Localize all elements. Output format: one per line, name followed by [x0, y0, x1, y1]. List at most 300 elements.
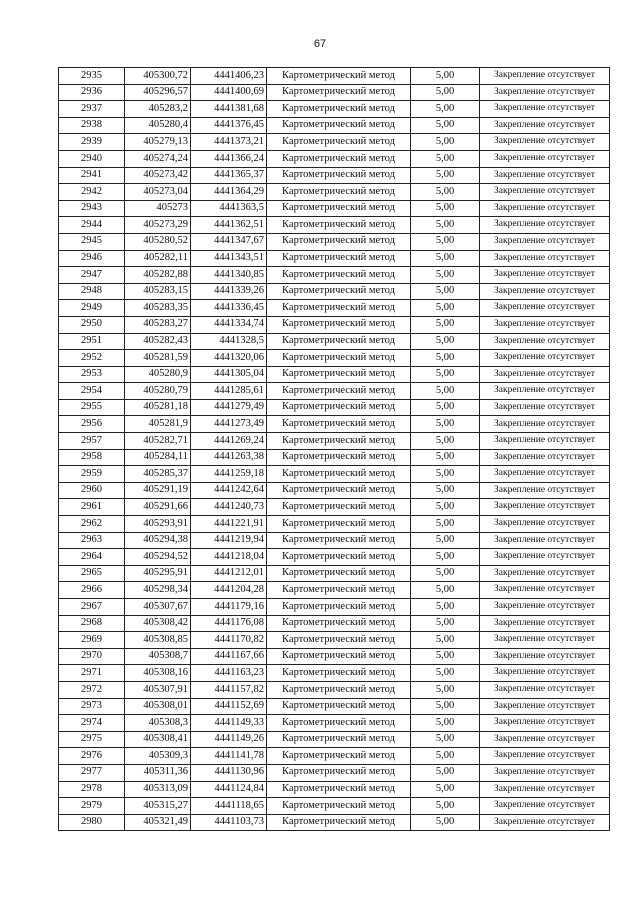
table-row — [59, 798, 610, 815]
y-coordinate-cell: 4441149,33 — [191, 715, 267, 732]
page-number: 67 — [313, 38, 327, 50]
table-row — [59, 648, 610, 665]
y-coordinate-cell: 4441373,21 — [191, 134, 267, 151]
point-number-cell: 2965 — [59, 565, 125, 582]
fixing-cell: Закрепление отсутствует — [480, 516, 610, 533]
fixing-cell: Закрепление отсутствует — [480, 665, 610, 682]
x-coordinate-cell: 405313,09 — [125, 781, 191, 798]
fixing-cell: Закрепление отсутствует — [480, 582, 610, 599]
x-coordinate-cell: 405311,36 — [125, 764, 191, 781]
method-cell: Картометрический метод — [267, 68, 411, 85]
accuracy-cell: 5,00 — [411, 731, 480, 748]
point-number-cell: 2935 — [59, 68, 125, 85]
y-coordinate-cell: 4441376,45 — [191, 117, 267, 134]
fixing-cell: Закрепление отсутствует — [480, 632, 610, 649]
accuracy-cell: 5,00 — [411, 615, 480, 632]
table-row — [59, 399, 610, 416]
y-coordinate-cell: 4441285,61 — [191, 383, 267, 400]
point-number-cell: 2960 — [59, 482, 125, 499]
accuracy-cell: 5,00 — [411, 300, 480, 317]
method-cell: Картометрический метод — [267, 565, 411, 582]
accuracy-cell: 5,00 — [411, 715, 480, 732]
y-coordinate-cell: 4441170,82 — [191, 632, 267, 649]
fixing-cell: Закрепление отсутствует — [480, 781, 610, 798]
method-cell: Картометрический метод — [267, 283, 411, 300]
point-number-cell: 2979 — [59, 798, 125, 815]
table-row — [59, 482, 610, 499]
accuracy-cell: 5,00 — [411, 466, 480, 483]
accuracy-cell: 5,00 — [411, 814, 480, 831]
method-cell: Картометрический метод — [267, 184, 411, 201]
method-cell: Картометрический метод — [267, 632, 411, 649]
accuracy-cell: 5,00 — [411, 101, 480, 118]
table-row — [59, 466, 610, 483]
table-row — [59, 233, 610, 250]
y-coordinate-cell: 4441242,64 — [191, 482, 267, 499]
y-coordinate-cell: 4441141,78 — [191, 748, 267, 765]
x-coordinate-cell: 405280,52 — [125, 233, 191, 250]
x-coordinate-cell: 405291,19 — [125, 482, 191, 499]
table-row — [59, 150, 610, 167]
method-cell: Картометрический метод — [267, 101, 411, 118]
accuracy-cell: 5,00 — [411, 68, 480, 85]
y-coordinate-cell: 4441124,84 — [191, 781, 267, 798]
point-number-cell: 2952 — [59, 350, 125, 367]
fixing-cell: Закрепление отсутствует — [480, 217, 610, 234]
accuracy-cell: 5,00 — [411, 532, 480, 549]
fixing-cell: Закрепление отсутствует — [480, 283, 610, 300]
x-coordinate-cell: 405282,71 — [125, 433, 191, 450]
x-coordinate-cell: 405273,29 — [125, 217, 191, 234]
accuracy-cell: 5,00 — [411, 283, 480, 300]
y-coordinate-cell: 4441366,24 — [191, 150, 267, 167]
point-number-cell: 2936 — [59, 84, 125, 101]
fixing-cell: Закрепление отсутствует — [480, 366, 610, 383]
accuracy-cell: 5,00 — [411, 499, 480, 516]
point-number-cell: 2950 — [59, 316, 125, 333]
method-cell: Картометрический метод — [267, 781, 411, 798]
y-coordinate-cell: 4441263,38 — [191, 449, 267, 466]
y-coordinate-cell: 4441320,06 — [191, 350, 267, 367]
method-cell: Картометрический метод — [267, 582, 411, 599]
method-cell: Картометрический метод — [267, 681, 411, 698]
method-cell: Картометрический метод — [267, 648, 411, 665]
y-coordinate-cell: 4441103,73 — [191, 814, 267, 831]
accuracy-cell: 5,00 — [411, 681, 480, 698]
method-cell: Картометрический метод — [267, 267, 411, 284]
fixing-cell: Закрепление отсутствует — [480, 698, 610, 715]
table-row — [59, 698, 610, 715]
x-coordinate-cell: 405291,66 — [125, 499, 191, 516]
fixing-cell: Закрепление отсутствует — [480, 482, 610, 499]
y-coordinate-cell: 4441149,26 — [191, 731, 267, 748]
y-coordinate-cell: 4441339,26 — [191, 283, 267, 300]
x-coordinate-cell: 405274,24 — [125, 150, 191, 167]
point-number-cell: 2964 — [59, 549, 125, 566]
point-number-cell: 2975 — [59, 731, 125, 748]
x-coordinate-cell: 405281,59 — [125, 350, 191, 367]
fixing-cell: Закрепление отсутствует — [480, 748, 610, 765]
fixing-cell: Закрепление отсутствует — [480, 84, 610, 101]
x-coordinate-cell: 405315,27 — [125, 798, 191, 815]
method-cell: Картометрический метод — [267, 233, 411, 250]
method-cell: Картометрический метод — [267, 366, 411, 383]
accuracy-cell: 5,00 — [411, 698, 480, 715]
fixing-cell: Закрепление отсутствует — [480, 101, 610, 118]
fixing-cell: Закрепление отсутствует — [480, 433, 610, 450]
y-coordinate-cell: 4441365,37 — [191, 167, 267, 184]
accuracy-cell: 5,00 — [411, 516, 480, 533]
y-coordinate-cell: 4441179,16 — [191, 599, 267, 616]
x-coordinate-cell: 405281,9 — [125, 416, 191, 433]
accuracy-cell: 5,00 — [411, 582, 480, 599]
accuracy-cell: 5,00 — [411, 383, 480, 400]
point-number-cell: 2955 — [59, 399, 125, 416]
method-cell: Картометрический метод — [267, 748, 411, 765]
x-coordinate-cell: 405308,41 — [125, 731, 191, 748]
method-cell: Картометрический метод — [267, 416, 411, 433]
y-coordinate-cell: 4441118,65 — [191, 798, 267, 815]
point-number-cell: 2941 — [59, 167, 125, 184]
y-coordinate-cell: 4441343,51 — [191, 250, 267, 267]
method-cell: Картометрический метод — [267, 316, 411, 333]
point-number-cell: 2980 — [59, 814, 125, 831]
point-number-cell: 2969 — [59, 632, 125, 649]
accuracy-cell: 5,00 — [411, 449, 480, 466]
method-cell: Картометрический метод — [267, 665, 411, 682]
accuracy-cell: 5,00 — [411, 416, 480, 433]
accuracy-cell: 5,00 — [411, 798, 480, 815]
point-number-cell: 2948 — [59, 283, 125, 300]
x-coordinate-cell: 405321,49 — [125, 814, 191, 831]
fixing-cell: Закрепление отсутствует — [480, 466, 610, 483]
table-row — [59, 316, 610, 333]
accuracy-cell: 5,00 — [411, 250, 480, 267]
y-coordinate-cell: 4441167,66 — [191, 648, 267, 665]
x-coordinate-cell: 405308,3 — [125, 715, 191, 732]
method-cell: Картометрический метод — [267, 84, 411, 101]
table-row — [59, 267, 610, 284]
x-coordinate-cell: 405308,42 — [125, 615, 191, 632]
fixing-cell: Закрепление отсутствует — [480, 615, 610, 632]
fixing-cell: Закрепление отсутствует — [480, 764, 610, 781]
fixing-cell: Закрепление отсутствует — [480, 200, 610, 217]
fixing-cell: Закрепление отсутствует — [480, 731, 610, 748]
table-row — [59, 350, 610, 367]
fixing-cell: Закрепление отсутствует — [480, 350, 610, 367]
y-coordinate-cell: 4441340,85 — [191, 267, 267, 284]
accuracy-cell: 5,00 — [411, 433, 480, 450]
y-coordinate-cell: 4441334,74 — [191, 316, 267, 333]
y-coordinate-cell: 4441212,01 — [191, 565, 267, 582]
accuracy-cell: 5,00 — [411, 748, 480, 765]
point-number-cell: 2939 — [59, 134, 125, 151]
table-row — [59, 283, 610, 300]
table-row — [59, 532, 610, 549]
accuracy-cell: 5,00 — [411, 267, 480, 284]
method-cell: Картометрический метод — [267, 134, 411, 151]
accuracy-cell: 5,00 — [411, 482, 480, 499]
point-number-cell: 2949 — [59, 300, 125, 317]
fixing-cell: Закрепление отсутствует — [480, 150, 610, 167]
table-row — [59, 101, 610, 118]
fixing-cell: Закрепление отсутствует — [480, 316, 610, 333]
y-coordinate-cell: 4441130,96 — [191, 764, 267, 781]
fixing-cell: Закрепление отсутствует — [480, 565, 610, 582]
fixing-cell: Закрепление отсутствует — [480, 648, 610, 665]
table-row — [59, 250, 610, 267]
point-number-cell: 2946 — [59, 250, 125, 267]
table-row — [59, 416, 610, 433]
x-coordinate-cell: 405284,11 — [125, 449, 191, 466]
x-coordinate-cell: 405293,91 — [125, 516, 191, 533]
method-cell: Картометрический метод — [267, 499, 411, 516]
fixing-cell: Закрепление отсутствует — [480, 499, 610, 516]
y-coordinate-cell: 4441219,94 — [191, 532, 267, 549]
table-row — [59, 681, 610, 698]
x-coordinate-cell: 405281,18 — [125, 399, 191, 416]
accuracy-cell: 5,00 — [411, 333, 480, 350]
point-number-cell: 2943 — [59, 200, 125, 217]
method-cell: Картометрический метод — [267, 516, 411, 533]
fixing-cell: Закрепление отсутствует — [480, 250, 610, 267]
point-number-cell: 2945 — [59, 233, 125, 250]
point-number-cell: 2951 — [59, 333, 125, 350]
accuracy-cell: 5,00 — [411, 233, 480, 250]
x-coordinate-cell: 405307,91 — [125, 681, 191, 698]
table-row — [59, 134, 610, 151]
method-cell: Картометрический метод — [267, 615, 411, 632]
method-cell: Картометрический метод — [267, 300, 411, 317]
table-row — [59, 449, 610, 466]
y-coordinate-cell: 4441400,69 — [191, 84, 267, 101]
table-row — [59, 300, 610, 317]
point-number-cell: 2958 — [59, 449, 125, 466]
y-coordinate-cell: 4441218,04 — [191, 549, 267, 566]
fixing-cell: Закрепление отсутствует — [480, 333, 610, 350]
method-cell: Картометрический метод — [267, 399, 411, 416]
accuracy-cell: 5,00 — [411, 399, 480, 416]
fixing-cell: Закрепление отсутствует — [480, 814, 610, 831]
coordinates-table — [58, 67, 610, 831]
method-cell: Картометрический метод — [267, 814, 411, 831]
y-coordinate-cell: 4441204,28 — [191, 582, 267, 599]
x-coordinate-cell: 405285,37 — [125, 466, 191, 483]
x-coordinate-cell: 405308,01 — [125, 698, 191, 715]
point-number-cell: 2944 — [59, 217, 125, 234]
point-number-cell: 2937 — [59, 101, 125, 118]
method-cell: Картометрический метод — [267, 350, 411, 367]
x-coordinate-cell: 405273 — [125, 200, 191, 217]
table-row — [59, 68, 610, 85]
point-number-cell: 2972 — [59, 681, 125, 698]
x-coordinate-cell: 405282,43 — [125, 333, 191, 350]
fixing-cell: Закрепление отсутствует — [480, 681, 610, 698]
point-number-cell: 2938 — [59, 117, 125, 134]
table-row — [59, 582, 610, 599]
x-coordinate-cell: 405280,79 — [125, 383, 191, 400]
accuracy-cell: 5,00 — [411, 366, 480, 383]
point-number-cell: 2966 — [59, 582, 125, 599]
point-number-cell: 2970 — [59, 648, 125, 665]
table-row — [59, 167, 610, 184]
x-coordinate-cell: 405308,16 — [125, 665, 191, 682]
method-cell: Картометрический метод — [267, 250, 411, 267]
y-coordinate-cell: 4441221,91 — [191, 516, 267, 533]
x-coordinate-cell: 405296,57 — [125, 84, 191, 101]
table-row — [59, 217, 610, 234]
point-number-cell: 2978 — [59, 781, 125, 798]
x-coordinate-cell: 405273,04 — [125, 184, 191, 201]
table-row — [59, 516, 610, 533]
y-coordinate-cell: 4441163,23 — [191, 665, 267, 682]
fixing-cell: Закрепление отсутствует — [480, 549, 610, 566]
method-cell: Картометрический метод — [267, 150, 411, 167]
point-number-cell: 2957 — [59, 433, 125, 450]
point-number-cell: 2961 — [59, 499, 125, 516]
x-coordinate-cell: 405295,91 — [125, 565, 191, 582]
x-coordinate-cell: 405282,88 — [125, 267, 191, 284]
table-row — [59, 781, 610, 798]
table-row — [59, 383, 610, 400]
point-number-cell: 2962 — [59, 516, 125, 533]
fixing-cell: Закрепление отсутствует — [480, 715, 610, 732]
fixing-cell: Закрепление отсутствует — [480, 117, 610, 134]
table-row — [59, 84, 610, 101]
fixing-cell: Закрепление отсутствует — [480, 267, 610, 284]
table-row — [59, 117, 610, 134]
method-cell: Картометрический метод — [267, 549, 411, 566]
accuracy-cell: 5,00 — [411, 217, 480, 234]
fixing-cell: Закрепление отсутствует — [480, 383, 610, 400]
accuracy-cell: 5,00 — [411, 150, 480, 167]
accuracy-cell: 5,00 — [411, 632, 480, 649]
method-cell: Картометрический метод — [267, 798, 411, 815]
accuracy-cell: 5,00 — [411, 665, 480, 682]
x-coordinate-cell: 405283,15 — [125, 283, 191, 300]
fixing-cell: Закрепление отсутствует — [480, 449, 610, 466]
method-cell: Картометрический метод — [267, 599, 411, 616]
table-row — [59, 615, 610, 632]
y-coordinate-cell: 4441362,51 — [191, 217, 267, 234]
fixing-cell: Закрепление отсутствует — [480, 416, 610, 433]
method-cell: Картометрический метод — [267, 333, 411, 350]
method-cell: Картометрический метод — [267, 167, 411, 184]
x-coordinate-cell: 405298,34 — [125, 582, 191, 599]
table-row — [59, 499, 610, 516]
y-coordinate-cell: 4441347,67 — [191, 233, 267, 250]
y-coordinate-cell: 4441279,49 — [191, 399, 267, 416]
method-cell: Картометрический метод — [267, 482, 411, 499]
point-number-cell: 2977 — [59, 764, 125, 781]
fixing-cell: Закрепление отсутствует — [480, 300, 610, 317]
fixing-cell: Закрепление отсутствует — [480, 134, 610, 151]
point-number-cell: 2971 — [59, 665, 125, 682]
table-row — [59, 333, 610, 350]
table-row — [59, 764, 610, 781]
y-coordinate-cell: 4441305,04 — [191, 366, 267, 383]
method-cell: Картометрический метод — [267, 764, 411, 781]
fixing-cell: Закрепление отсутствует — [480, 798, 610, 815]
point-number-cell: 2959 — [59, 466, 125, 483]
accuracy-cell: 5,00 — [411, 134, 480, 151]
point-number-cell: 2976 — [59, 748, 125, 765]
y-coordinate-cell: 4441328,5 — [191, 333, 267, 350]
y-coordinate-cell: 4441273,49 — [191, 416, 267, 433]
point-number-cell: 2963 — [59, 532, 125, 549]
y-coordinate-cell: 4441381,68 — [191, 101, 267, 118]
x-coordinate-cell: 405283,27 — [125, 316, 191, 333]
accuracy-cell: 5,00 — [411, 565, 480, 582]
method-cell: Картометрический метод — [267, 383, 411, 400]
table-row — [59, 599, 610, 616]
method-cell: Картометрический метод — [267, 217, 411, 234]
method-cell: Картометрический метод — [267, 433, 411, 450]
table-row — [59, 433, 610, 450]
accuracy-cell: 5,00 — [411, 764, 480, 781]
accuracy-cell: 5,00 — [411, 117, 480, 134]
y-coordinate-cell: 4441363,5 — [191, 200, 267, 217]
x-coordinate-cell: 405308,85 — [125, 632, 191, 649]
x-coordinate-cell: 405279,13 — [125, 134, 191, 151]
y-coordinate-cell: 4441176,08 — [191, 615, 267, 632]
coordinates-table-body — [59, 68, 610, 831]
y-coordinate-cell: 4441240,73 — [191, 499, 267, 516]
x-coordinate-cell: 405294,52 — [125, 549, 191, 566]
y-coordinate-cell: 4441269,24 — [191, 433, 267, 450]
accuracy-cell: 5,00 — [411, 84, 480, 101]
accuracy-cell: 5,00 — [411, 781, 480, 798]
x-coordinate-cell: 405280,9 — [125, 366, 191, 383]
y-coordinate-cell: 4441336,45 — [191, 300, 267, 317]
method-cell: Картометрический метод — [267, 532, 411, 549]
table-row — [59, 632, 610, 649]
x-coordinate-cell: 405283,2 — [125, 101, 191, 118]
fixing-cell: Закрепление отсутствует — [480, 184, 610, 201]
fixing-cell: Закрепление отсутствует — [480, 233, 610, 250]
table-row — [59, 748, 610, 765]
point-number-cell: 2967 — [59, 599, 125, 616]
point-number-cell: 2940 — [59, 150, 125, 167]
x-coordinate-cell: 405300,72 — [125, 68, 191, 85]
table-row — [59, 200, 610, 217]
fixing-cell: Закрепление отсутствует — [480, 68, 610, 85]
fixing-cell: Закрепление отсутствует — [480, 167, 610, 184]
accuracy-cell: 5,00 — [411, 184, 480, 201]
method-cell: Картометрический метод — [267, 200, 411, 217]
accuracy-cell: 5,00 — [411, 350, 480, 367]
y-coordinate-cell: 4441152,69 — [191, 698, 267, 715]
accuracy-cell: 5,00 — [411, 648, 480, 665]
method-cell: Картометрический метод — [267, 466, 411, 483]
point-number-cell: 2942 — [59, 184, 125, 201]
point-number-cell: 2947 — [59, 267, 125, 284]
accuracy-cell: 5,00 — [411, 549, 480, 566]
table-row — [59, 565, 610, 582]
table-row — [59, 665, 610, 682]
table-row — [59, 366, 610, 383]
fixing-cell: Закрепление отсутствует — [480, 599, 610, 616]
x-coordinate-cell: 405280,4 — [125, 117, 191, 134]
point-number-cell: 2968 — [59, 615, 125, 632]
point-number-cell: 2973 — [59, 698, 125, 715]
method-cell: Картометрический метод — [267, 117, 411, 134]
x-coordinate-cell: 405308,7 — [125, 648, 191, 665]
x-coordinate-cell: 405309,3 — [125, 748, 191, 765]
point-number-cell: 2956 — [59, 416, 125, 433]
fixing-cell: Закрепление отсутствует — [480, 399, 610, 416]
y-coordinate-cell: 4441259,18 — [191, 466, 267, 483]
